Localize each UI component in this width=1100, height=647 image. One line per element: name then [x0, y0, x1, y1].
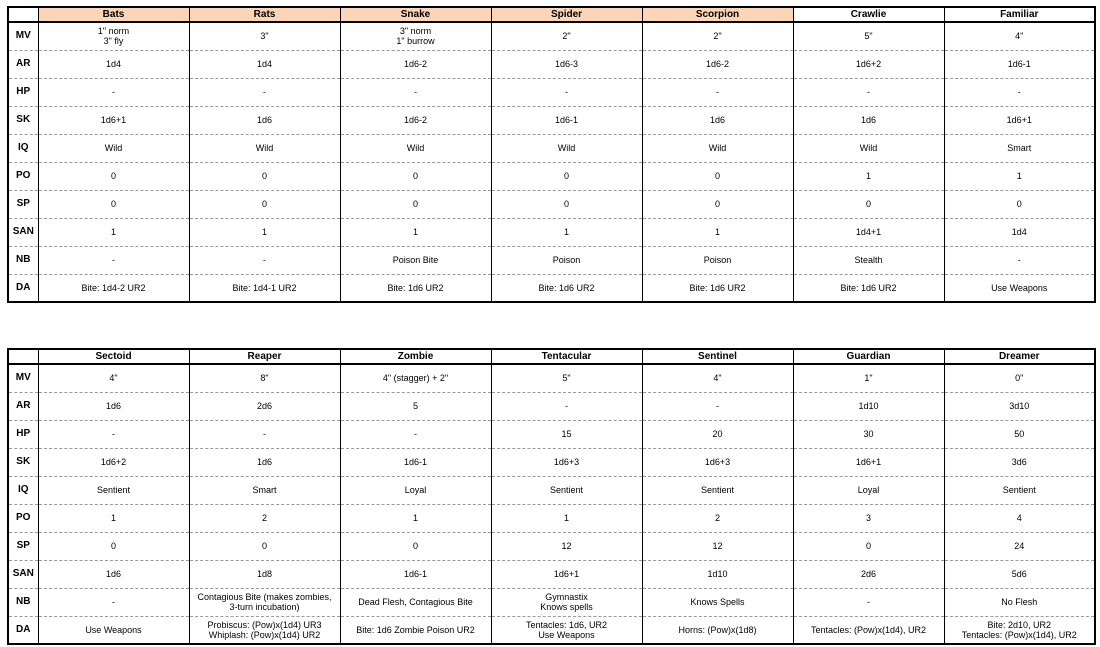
- stat-value: 5: [340, 392, 491, 420]
- corner-cell: [8, 7, 38, 22]
- stat-value: Knows Spells: [642, 588, 793, 616]
- stat-value: 4": [38, 364, 189, 392]
- stat-value: 1": [793, 364, 944, 392]
- stat-value: 0: [340, 532, 491, 560]
- stat-value: 3": [189, 22, 340, 50]
- stat-value: 2": [642, 22, 793, 50]
- stat-row: [8, 476, 1095, 504]
- stat-value: Sentient: [642, 476, 793, 504]
- stat-value: 0: [793, 190, 944, 218]
- stat-value: Probiscus: (Pow)x(1d4) UR3 Whiplash: (Pow)x(1d4) UR2: [189, 616, 340, 644]
- stat-value: 50: [944, 420, 1095, 448]
- stat-value: Gymnastix Knows spells: [491, 588, 642, 616]
- stat-value: 1: [340, 218, 491, 246]
- creature-header: Snake: [340, 7, 491, 22]
- stat-value: 5": [793, 22, 944, 50]
- stat-value: 3d10: [944, 392, 1095, 420]
- stat-row: [8, 274, 1095, 302]
- stat-value: 1d6: [38, 392, 189, 420]
- stat-value: Bite: 1d4-2 UR2: [38, 274, 189, 302]
- stat-value: 0: [189, 162, 340, 190]
- stat-value: 1: [491, 504, 642, 532]
- stat-value: 1d6-3: [491, 50, 642, 78]
- stat-label: SK: [8, 448, 38, 476]
- stat-value: Wild: [491, 134, 642, 162]
- creature-header: Guardian: [793, 349, 944, 364]
- stat-value: -: [793, 588, 944, 616]
- stat-value: Bite: 1d6 UR2: [793, 274, 944, 302]
- stat-value: 3d6: [944, 448, 1095, 476]
- stat-value: 1d6+1: [491, 560, 642, 588]
- creature-header: Tentacular: [491, 349, 642, 364]
- stat-value: 1d6+1: [944, 106, 1095, 134]
- stat-value: Sentient: [944, 476, 1095, 504]
- stat-label: MV: [8, 364, 38, 392]
- stat-label: NB: [8, 588, 38, 616]
- stat-row: [8, 504, 1095, 532]
- stat-row: [8, 134, 1095, 162]
- stat-label: SP: [8, 190, 38, 218]
- stat-label: SAN: [8, 218, 38, 246]
- stat-label: NB: [8, 246, 38, 274]
- stat-value: -: [38, 78, 189, 106]
- stat-value: Smart: [189, 476, 340, 504]
- stat-row: [8, 22, 1095, 50]
- stat-value: 0: [340, 162, 491, 190]
- stat-value: 5d6: [944, 560, 1095, 588]
- stat-label: DA: [8, 274, 38, 302]
- stat-value: 15: [491, 420, 642, 448]
- stat-value: 1d6-1: [944, 50, 1095, 78]
- stat-value: -: [189, 420, 340, 448]
- stat-value: Wild: [189, 134, 340, 162]
- stat-value: 0: [491, 190, 642, 218]
- stat-value: 0: [38, 162, 189, 190]
- stat-value: No Flesh: [944, 588, 1095, 616]
- stat-value: 12: [642, 532, 793, 560]
- stat-value: 1d10: [642, 560, 793, 588]
- stat-label: IQ: [8, 134, 38, 162]
- stat-value: -: [642, 392, 793, 420]
- stat-value: 2": [491, 22, 642, 50]
- stat-value: 1d10: [793, 392, 944, 420]
- stat-label: SP: [8, 532, 38, 560]
- stat-value: Bite: 1d6 UR2: [491, 274, 642, 302]
- stat-value: -: [340, 420, 491, 448]
- stat-label: AR: [8, 392, 38, 420]
- stat-value: 12: [491, 532, 642, 560]
- stat-value: Bite: 1d6 UR2: [642, 274, 793, 302]
- stat-value: 0: [793, 532, 944, 560]
- stat-value: -: [38, 420, 189, 448]
- stat-value: 1d4: [38, 50, 189, 78]
- stat-value: 2: [189, 504, 340, 532]
- creature-header: Bats: [38, 7, 189, 22]
- stat-row: [8, 392, 1095, 420]
- stat-value: Poison Bite: [340, 246, 491, 274]
- stat-row: [8, 246, 1095, 274]
- stat-value: Smart: [944, 134, 1095, 162]
- stat-value: 0: [491, 162, 642, 190]
- stat-label: SK: [8, 106, 38, 134]
- creature-header: Dreamer: [944, 349, 1095, 364]
- stat-label: HP: [8, 78, 38, 106]
- stat-value: 1d6-2: [642, 50, 793, 78]
- stat-value: Loyal: [793, 476, 944, 504]
- creature-header: Sentinel: [642, 349, 793, 364]
- stat-value: Use Weapons: [944, 274, 1095, 302]
- stat-value: 24: [944, 532, 1095, 560]
- stat-value: 3: [793, 504, 944, 532]
- stat-value: Bite: 1d6 Zombie Poison UR2: [340, 616, 491, 644]
- stat-value: 4": [642, 364, 793, 392]
- stat-value: 1d6: [38, 560, 189, 588]
- creature-header: Spider: [491, 7, 642, 22]
- stat-value: 0: [189, 190, 340, 218]
- stat-value: 0": [944, 364, 1095, 392]
- stat-value: 30: [793, 420, 944, 448]
- creature-header: Crawlie: [793, 7, 944, 22]
- stat-value: 0: [642, 190, 793, 218]
- stat-value: 1d6-1: [491, 106, 642, 134]
- stat-value: 1: [189, 218, 340, 246]
- stat-value: 1d8: [189, 560, 340, 588]
- stat-label: MV: [8, 22, 38, 50]
- stat-value: 1d6: [793, 106, 944, 134]
- stat-value: 1d6+2: [38, 448, 189, 476]
- stat-value: Loyal: [340, 476, 491, 504]
- stat-value: -: [944, 246, 1095, 274]
- stat-value: 1d4: [189, 50, 340, 78]
- stat-row: [8, 448, 1095, 476]
- stat-value: 0: [38, 532, 189, 560]
- stat-value: 1d6: [189, 448, 340, 476]
- stat-row: [8, 364, 1095, 392]
- stat-value: 1d6-2: [340, 50, 491, 78]
- stat-label: IQ: [8, 476, 38, 504]
- creature-header: Familiar: [944, 7, 1095, 22]
- stat-value: Sentient: [38, 476, 189, 504]
- stat-row: [8, 616, 1095, 644]
- corner-cell: [8, 349, 38, 364]
- stat-row: [8, 190, 1095, 218]
- stat-value: Horns: (Pow)x(1d8): [642, 616, 793, 644]
- creature-header: Rats: [189, 7, 340, 22]
- stats-body: [8, 22, 1095, 302]
- stat-value: 1d6+3: [642, 448, 793, 476]
- stat-value: Use Weapons: [38, 616, 189, 644]
- stat-value: 1: [38, 504, 189, 532]
- stat-value: -: [38, 588, 189, 616]
- stat-value: 2: [642, 504, 793, 532]
- stat-value: 5": [491, 364, 642, 392]
- stat-value: Bite: 1d4-1 UR2: [189, 274, 340, 302]
- stat-value: -: [38, 246, 189, 274]
- stat-label: DA: [8, 616, 38, 644]
- stat-value: 20: [642, 420, 793, 448]
- stat-value: 1d4: [944, 218, 1095, 246]
- stat-value: -: [491, 78, 642, 106]
- stat-value: Wild: [38, 134, 189, 162]
- stats-body: [8, 364, 1095, 644]
- stat-value: 0: [189, 532, 340, 560]
- stat-value: 0: [38, 190, 189, 218]
- stat-value: 1d6-1: [340, 560, 491, 588]
- stat-row: [8, 78, 1095, 106]
- stat-value: 1: [38, 218, 189, 246]
- stat-value: -: [944, 78, 1095, 106]
- stat-value: -: [642, 78, 793, 106]
- stat-value: 1d6+1: [793, 448, 944, 476]
- creature-stats-table-2: [7, 348, 1096, 645]
- stat-value: 1d6+1: [38, 106, 189, 134]
- stat-label: PO: [8, 504, 38, 532]
- stat-row: [8, 50, 1095, 78]
- stat-row: [8, 420, 1095, 448]
- stat-value: 1d6+2: [793, 50, 944, 78]
- stat-row: [8, 162, 1095, 190]
- stat-value: 4": [944, 22, 1095, 50]
- stat-value: 0: [944, 190, 1095, 218]
- stat-value: 1d6: [189, 106, 340, 134]
- stat-value: 1: [944, 162, 1095, 190]
- stat-value: Stealth: [793, 246, 944, 274]
- stat-row: [8, 560, 1095, 588]
- stat-value: 1d6-1: [340, 448, 491, 476]
- creature-header: Reaper: [189, 349, 340, 364]
- stat-value: 1d6-2: [340, 106, 491, 134]
- header-row: [8, 349, 1095, 364]
- stat-row: [8, 106, 1095, 134]
- stat-value: 4" (stagger) + 2": [340, 364, 491, 392]
- stat-label: PO: [8, 162, 38, 190]
- stat-value: 4: [944, 504, 1095, 532]
- stat-value: 2d6: [189, 392, 340, 420]
- stat-value: Bite: 2d10, UR2 Tentacles: (Pow)x(1d4), UR2: [944, 616, 1095, 644]
- stat-row: [8, 218, 1095, 246]
- stat-value: Wild: [340, 134, 491, 162]
- stat-label: AR: [8, 50, 38, 78]
- stat-value: 1d6+3: [491, 448, 642, 476]
- stat-value: 1d6: [642, 106, 793, 134]
- stat-value: 1d4+1: [793, 218, 944, 246]
- stat-row: [8, 588, 1095, 616]
- creature-header: Sectoid: [38, 349, 189, 364]
- stat-label: SAN: [8, 560, 38, 588]
- stat-value: 1: [642, 218, 793, 246]
- stat-value: 0: [340, 190, 491, 218]
- stat-value: 0: [642, 162, 793, 190]
- stat-value: Wild: [642, 134, 793, 162]
- stat-value: 8": [189, 364, 340, 392]
- stat-value: -: [189, 246, 340, 274]
- stat-value: Poison: [491, 246, 642, 274]
- stat-value: Tentacles: 1d6, UR2 Use Weapons: [491, 616, 642, 644]
- stat-value: Contagious Bite (makes zombies, 3-turn incubation): [189, 588, 340, 616]
- stat-value: -: [189, 78, 340, 106]
- stat-value: Bite: 1d6 UR2: [340, 274, 491, 302]
- stat-value: Dead Flesh, Contagious Bite: [340, 588, 491, 616]
- header-row: [8, 7, 1095, 22]
- stat-label: HP: [8, 420, 38, 448]
- stat-value: Sentient: [491, 476, 642, 504]
- creature-stats-table-1: [7, 6, 1096, 303]
- creature-header: Zombie: [340, 349, 491, 364]
- stat-value: Wild: [793, 134, 944, 162]
- stat-value: 3" norm 1" burrow: [340, 22, 491, 50]
- stat-value: 2d6: [793, 560, 944, 588]
- stat-value: Tentacles: (Pow)x(1d4), UR2: [793, 616, 944, 644]
- stat-value: -: [793, 78, 944, 106]
- stat-value: 1" norm 3" fly: [38, 22, 189, 50]
- stat-value: Poison: [642, 246, 793, 274]
- stat-value: -: [491, 392, 642, 420]
- stat-value: 1: [793, 162, 944, 190]
- stat-value: -: [340, 78, 491, 106]
- stat-value: 1: [491, 218, 642, 246]
- creature-header: Scorpion: [642, 7, 793, 22]
- stat-value: 1: [340, 504, 491, 532]
- stat-row: [8, 532, 1095, 560]
